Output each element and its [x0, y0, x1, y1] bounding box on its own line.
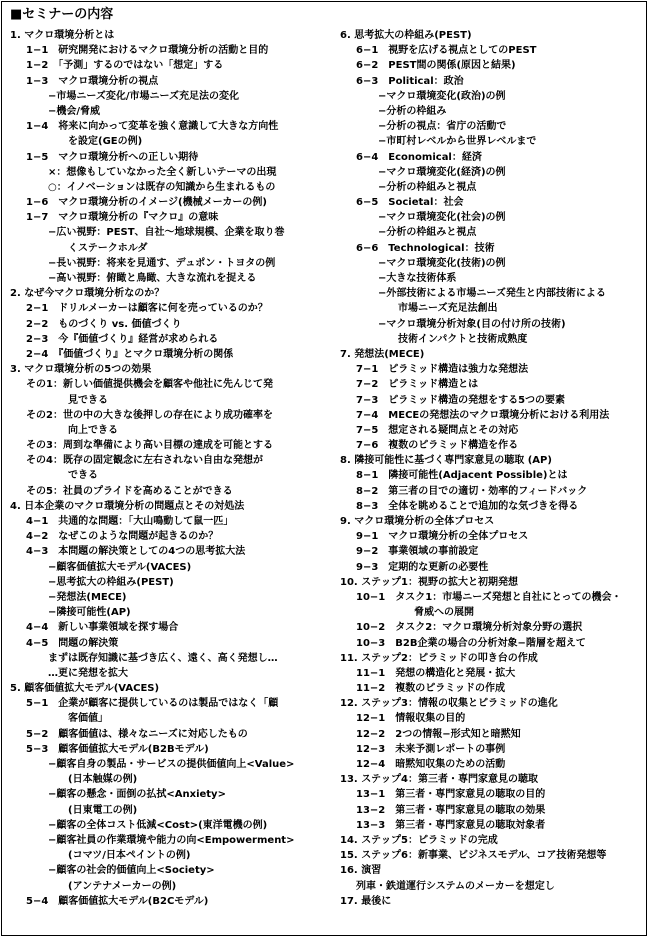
- outline-item: −隣接可能性(AP): [48, 607, 131, 619]
- outline-item: 1−4 将来に向かって変革を強く意識して大きな方向性: [26, 121, 279, 133]
- outline-item: 12−3 未来予測レポートの事例: [356, 743, 506, 755]
- outline-heading: 8. 隣接可能性に基づく専門家意見の聴取 (AP): [340, 455, 552, 467]
- outline-item: 1−5 マクロ環境分析への正しい期待: [26, 151, 199, 163]
- outline-heading: 3. マクロ環境分析の5つの効果: [10, 364, 152, 376]
- outline-item: −マクロ環境変化(政治)の例: [378, 90, 506, 102]
- outline-item: 12−4 暗黙知収集のための活動: [356, 759, 506, 770]
- outline-item: (日東電工の例): [68, 804, 138, 816]
- outline-item: 1−3 マクロ環境分析の視点: [26, 75, 159, 87]
- outline-item: 4−4 新しい事業領域を探す場合: [26, 622, 179, 634]
- outline-item: −マクロ環境変化(技術)の例: [378, 257, 506, 269]
- outline-item: −マクロ環境変化(社会)の例: [378, 212, 506, 224]
- outline-item: 8−3 全体を眺めることで追加的な気づきを得る: [356, 500, 579, 512]
- outline-item: 4−1 共通的な問題：「大山鳴動して鼠一匹」: [26, 516, 234, 527]
- outline-item: その2：世の中の大きな後押しの存在により成功確率を: [26, 409, 273, 421]
- outline-item: 市場ニーズ充足法創出: [398, 303, 498, 315]
- outline-item: 11−2 複数のピラミッドの作成: [356, 683, 506, 695]
- outline-item: 11−1 発想の構造化と発展・拡大: [356, 667, 516, 679]
- outline-item: その3：周到な準備により高い目標の達成を可能とする: [26, 440, 273, 452]
- outline-item: 7−5 想定される疑問点とその対応: [356, 424, 519, 436]
- outline-item: 5−4 顧客価値拡大モデル(B2Cモデル): [26, 895, 209, 907]
- outline-item: −顧客の懸念・面倒の払拭<Anxiety>: [48, 789, 226, 801]
- outline-item: 13−3 第三者・専門家意見の聴取対象者: [356, 819, 546, 831]
- outline-item: (コマツ/日本ペイントの例): [68, 850, 191, 862]
- outline-item: …更に発想を拡大: [48, 667, 128, 679]
- outline-item: 1−2 「予測」するのではない「想定」する: [26, 60, 224, 72]
- outline-item: −長い視野：将来を見通す、デュポン・トヨタの例: [48, 257, 276, 269]
- outline-item: −顧客社員の作業環境や能力の向<Empowerment>: [48, 834, 295, 846]
- seminar-contents-frame: [1, 1, 647, 936]
- outline-item: を設定(GEの例): [68, 136, 143, 148]
- outline-item: 7−1 ピラミッド構造は強力な発想法: [356, 364, 529, 376]
- outline-item: −分析の視点：省庁の活動で: [378, 121, 507, 133]
- outline-item: 6−2 PEST間の関係(原因と結果): [356, 60, 516, 72]
- outline-item: 7−2 ピラミッド構造とは: [356, 379, 479, 391]
- outline-item: −高い視野：俯瞰と鳥瞰、大きな流れを捉える: [48, 273, 257, 284]
- outline-item: 5−1 企業が顧客に提供しているのは製品ではなく「顧: [26, 698, 279, 710]
- outline-item: −大きな技術体系: [378, 273, 457, 284]
- outline-heading: 5. 顧客価値拡大モデル(VACES): [10, 683, 160, 695]
- outline-heading: 16. 演習: [340, 865, 382, 877]
- outline-item: (日本触媒の例): [68, 774, 138, 786]
- outline-item: 脅威への展開: [414, 607, 474, 619]
- outline-item: 5−3 顧客価値拡大モデル(B2Bモデル): [26, 743, 209, 755]
- outline-item: −顧客価値拡大モデル(VACES): [48, 561, 192, 573]
- outline-item: 列車・鉄道運行システムのメーカーを想定し: [356, 880, 555, 892]
- outline-heading: 11. ステップ2：ピラミッドの叩き台の作成: [340, 652, 538, 664]
- outline-item: 向上できる: [68, 424, 118, 436]
- outline-item: −市場ニーズ変化/市場ニーズ充足法の変化: [48, 90, 240, 102]
- outline-item: −市町村レベルから世界レベルまで: [378, 136, 537, 148]
- outline-item: 2−2 ものづくり vs. 価値づくり: [26, 318, 182, 330]
- outline-item: −マクロ環境分析対象(目の付け所の技術): [378, 318, 566, 330]
- section-title: ■セミナーの内容: [10, 7, 114, 22]
- outline-item: 5−2 顧客価値は、様々なニーズに対応したもの: [26, 728, 248, 740]
- outline-item: 2−1 ドリルメーカーは顧客に何を売っているのか？: [26, 303, 268, 315]
- outline-item: 見できる: [68, 394, 108, 406]
- outline-item: 1−6 マクロ環境分析のイメージ(機械メーカーの例): [26, 197, 267, 209]
- outline-item: 9−3 定期的な更新の必要性: [356, 561, 489, 573]
- outline-item: 2−3 今『価値づくり』経営が求められる: [26, 333, 219, 345]
- outline-heading: 12. ステップ3：情報の収集とピラミッドの進化: [340, 698, 558, 710]
- outline-item: 9−2 事業領域の事前設定: [356, 546, 479, 558]
- outline-item: ×：想像もしていなかった全く新しいテーマの出現: [48, 166, 277, 178]
- outline-item: 技術インパクトと技術成熟度: [398, 333, 528, 345]
- outline-heading: 1. マクロ環境分析とは: [10, 30, 115, 41]
- outline-item: その5：社員のプライドを高めることができる: [26, 485, 233, 497]
- outline-item: −広い視野：PEST、自社〜地球規模、企業を取り巻: [48, 227, 285, 239]
- outline-item: 8−1 隣接可能性(Adjacent Possible)とは: [356, 470, 568, 482]
- outline-heading: 14. ステップ5：ピラミッドの完成: [340, 834, 498, 846]
- outline-item: 6−6 Technological：技術: [356, 242, 495, 254]
- outline-item: 9−1 マクロ環境分析の全体プロセス: [356, 531, 529, 543]
- outline-item: その1：新しい価値提供機会を顧客や他社に先んじて発: [26, 379, 273, 391]
- outline-item: 客価値」: [68, 713, 108, 725]
- right-column: [336, 28, 642, 909]
- outline-item: ○：イノベーションは既存の知識から生まれるもの: [48, 181, 276, 193]
- outline-item: 7−6 複数のピラミッド構造を作る: [356, 440, 519, 452]
- outline-item: 4−2 なぜこのような問題が起きるのか？: [26, 531, 219, 543]
- outline-item: −分析の枠組みと視点: [378, 181, 477, 193]
- outline-item: −外部技術による市場ニーズ発生と内部技術による: [378, 288, 606, 300]
- outline-item: −顧客自身の製品・サービスの提供価値向上<Value>: [48, 759, 295, 770]
- outline-item: 13−2 第三者・専門家意見の聴取の効果: [356, 804, 546, 816]
- outline-item: 13−1 第三者・専門家意見の聴取の目的: [356, 789, 546, 801]
- outline-item: できる: [68, 470, 98, 482]
- outline-item: 12−2 2つの情報−形式知と暗黙知: [356, 728, 521, 740]
- outline-heading: 2. なぜ今マクロ環境分析なのか？: [10, 288, 165, 300]
- outline-item: −マクロ環境変化(経済)の例: [378, 166, 506, 178]
- outline-item: 10−2 タスク2：マクロ環境分析対象分野の選択: [356, 622, 583, 634]
- outline-heading: 10. ステップ1：視野の拡大と初期発想: [340, 576, 518, 588]
- outline-item: まずは既存知識に基づき広く、遠く、高く発想し…: [48, 652, 278, 664]
- outline-item: 1−1 研究開発におけるマクロ環境分析の活動と目的: [26, 45, 269, 57]
- outline-item: 1−7 マクロ環境分析の『マクロ』の意味: [26, 212, 219, 224]
- outline-item: −機会/脅威: [48, 105, 101, 117]
- outline-item: 4−3 本問題の解決策としての4つの思考拡大法: [26, 546, 246, 558]
- outline-item: 6−1 視野を広げる視点としてのPEST: [356, 45, 537, 57]
- outline-item: 12−1 情報収集の目的: [356, 713, 466, 725]
- outline-item: 10−1 タスク1：市場ニーズ発想と自社にとっての機会・: [356, 591, 622, 603]
- outline-item: −発想法(MECE): [48, 591, 127, 603]
- outline-item: −思考拡大の枠組み(PEST): [48, 576, 174, 588]
- outline-item: 10−3 B2B企業の場合の分析対象−階層を超えて: [356, 637, 586, 649]
- outline-item: (アンテナメーカーの例): [68, 880, 177, 892]
- outline-item: 6−4 Economical：経済: [356, 151, 482, 163]
- outline-item: 6−5 Societal：社会: [356, 197, 464, 209]
- outline-heading: 6. 思考拡大の枠組み(PEST): [340, 30, 472, 41]
- left-column: [6, 28, 328, 909]
- outline-heading: 15. ステップ6：新事業、ビジネスモデル、コア技術発想等: [340, 850, 607, 862]
- outline-heading: 9. マクロ環境分析の全体プロセス: [340, 516, 495, 527]
- outline-heading: 4. 日本企業のマクロ環境分析の問題点とその対処法: [10, 500, 245, 512]
- outline-item: −分析の枠組み: [378, 105, 447, 117]
- outline-item: 8−2 第三者の目での適切・効率的フィードバック: [356, 485, 588, 497]
- outline-item: −顧客の社会的価値向上<Society>: [48, 865, 215, 877]
- outline-item: くステークホルダ: [68, 242, 148, 254]
- outline-item: 2−4 『価値づくり』とマクロ環境分析の関係: [26, 348, 234, 360]
- outline-item: −顧客の全体コスト低減<Cost>(東洋電機の例): [48, 819, 268, 831]
- outline-item: 7−3 ピラミッド構造の発想をする5つの要素: [356, 394, 566, 406]
- outline-heading: 17. 最後に: [340, 895, 392, 907]
- outline-heading: 13. ステップ4：第三者・専門家意見の聴取: [340, 774, 538, 786]
- outline-heading: 7. 発想法(MECE): [340, 348, 425, 360]
- outline-item: その4：既存の固定観念に左右されない自由な発想が: [26, 455, 263, 467]
- outline-item: −分析の枠組みと視点: [378, 227, 477, 239]
- outline-item: 7−4 MECEの発想法のマクロ環境分析における利用法: [356, 409, 610, 421]
- outline-item: 6−3 Political：政治: [356, 75, 464, 87]
- outline-item: 4−5 問題の解決策: [26, 637, 119, 649]
